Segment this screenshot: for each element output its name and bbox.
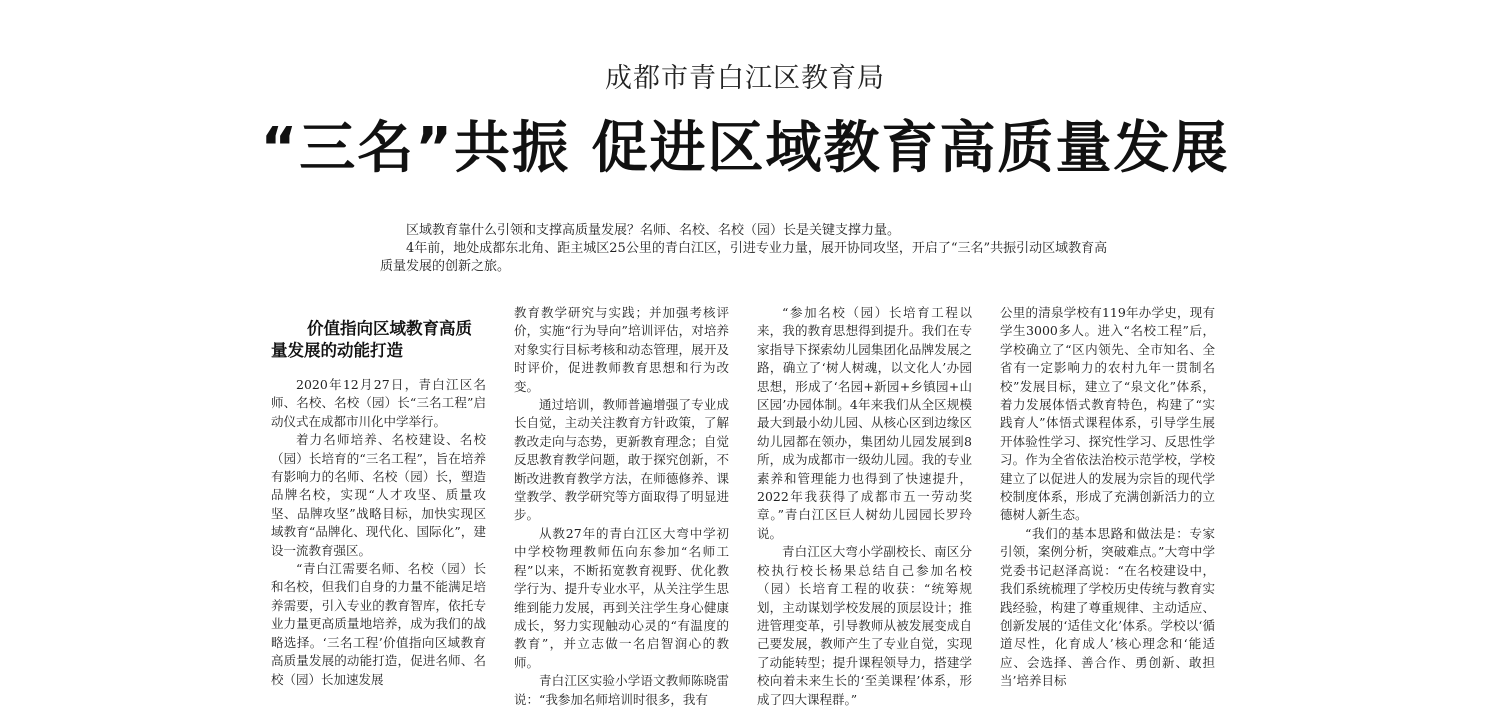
column-3 bbox=[757, 304, 972, 709]
paragraph: 2020年12月27日，青白江区名师、名校、名校（园）长“三名工程”启动仪式在成都市川化中学举行。 bbox=[271, 377, 486, 429]
section-title: 价值指向区域教育高质量发展的动能打造 bbox=[271, 319, 472, 360]
paragraph: 青白江区实验小学语文教师陈晓雷说：“我参加名师培训时很多，我有 bbox=[514, 673, 729, 707]
kicker: 成都市青白江区教育局 bbox=[605, 63, 885, 94]
column-4 bbox=[1000, 304, 1215, 691]
paragraph: “我们的基本思路和做法是：专家引领，案例分析，突破难点。”大弯中学党委书记赵泽高说：“在名校建设中，我们系统梳理了学校历史传统与教育实践经验，构建了尊重规律、主动适应、创新发展的‘适佳文化’体系。学校以‘循道尽性，化育成人’核心理念和‘能适应、会选择、善合作、勇创新、敢担当’培养目标 bbox=[1000, 525, 1215, 689]
paragraph: 青白江区大弯小学副校长、南区分校执行校长杨果总结自己参加名校（园）长培育工程的收获：“统筹规划，主动谋划学校发展的顶层设计；推进管理变革，引导教师从被发展变成自己要发展，教师产生了专业自觉，实现了动能转型；提升课程领导力，搭建学校向着未来生长的‘至美课程’体系，形成了四大课程群。” bbox=[757, 544, 972, 707]
paragraph: 公里的清泉学校有119年办学史，现有学生3000多人。进入“名校工程”后，学校确立了“区内领先、全市知名、全省有一定影响力的农村九年一贯制名校”发展目标，建立了“泉文化”体系，着力发展体悟式教育特色，构建了“实践育人”体悟式课程体系，引导学生展开体验性学习、探究性学习、反思性学习。作为全省依法治校示范学校，学校建立了以促进人的发展为宗旨的现代学校制度体系，形成了充满创新活力的立德树人新生态。 bbox=[1000, 305, 1215, 523]
lead-line: 区域教育靠什么引领和支撑高质量发展？名师、名校、名校（园）长是关键支撑力量。 bbox=[406, 223, 901, 238]
paragraph: “参加名校（园）长培育工程以来，我的教育思想得到提升。我们在专家指导下探索幼儿园集团化品牌发展之路，确立了‘树人树魂，以文化人’办园思想，形成了‘名园+新园+乡镇园+山区园’办园体制。4年来我们从全区规模最大到最小幼儿园、从核心区到边缘区幼儿园都在领办，集团幼儿园发展到8所，成为成都市一级幼儿园。我的专业素养和管理能力也得到了快速提升，2022年我获得了成都市五一劳动奖章。”青白江区巨人树幼儿园园长罗玲说。 bbox=[757, 305, 972, 541]
paragraph: “青白江需要名师、名校（园）长和名校，但我们自身的力量不能满足培养需要，引入专业的教育智库，依托专业力量更高质量地培养，成为我们的战略选择。‘三名工程’价值指向区域教育高质量发展的动能打造，促进名师、名校（园）长加速发展 bbox=[271, 561, 486, 687]
column-1 bbox=[271, 318, 486, 689]
paragraph: 从教27年的青白江区大弯中学初中学校物理教师伍向东参加“名师工程”以来，不断拓宽教育视野、优化教学行为、提升专业水平，从关注学生思维到能力发展，再到关注学生身心健康成长，努力实现触动心灵的“有温度的教育”，并立志做一名启智润心的教师。 bbox=[514, 525, 729, 670]
paragraph: 教育教学研究与实践；并加强考核评价，实施“行为导向”培训评估，对培养对象实行目标考核和动态管理，展开及时评价，促进教师教育思想和行为改变。 bbox=[514, 305, 729, 394]
paragraph: 通过培训，教师普遍增强了专业成长自觉，主动关注教育方针政策，了解教改走向与态势，更新教育理念；自觉反思教育教学问题，敢于探究创新，不断改进教育教学方法，在师德修养、课堂教学、教学研究等方面取得了明显进步。 bbox=[514, 397, 729, 523]
headline: “三名”共振 促进区域教育高质量发展 bbox=[260, 116, 1230, 181]
column-2 bbox=[514, 304, 729, 709]
lead-line: 4年前，地处成都东北角、距主城区25公里的青白江区，引进专业力量，展开协同攻坚，开启了“三名”共振引动区域教育高质量发展的创新之旅。 bbox=[380, 241, 1108, 274]
paragraph: 着力名师培养、名校建设、名校（园）长培育的“三名工程”，旨在培养有影响力的名师、名校（园）长，塑造品牌名校，实现“人才攻坚、质量攻坚、品牌攻坚”战略目标，加快实现区域教育“品牌化、现代化、国际化”，建设一流教育强区。 bbox=[271, 432, 486, 558]
lead-paragraph bbox=[380, 222, 1120, 276]
